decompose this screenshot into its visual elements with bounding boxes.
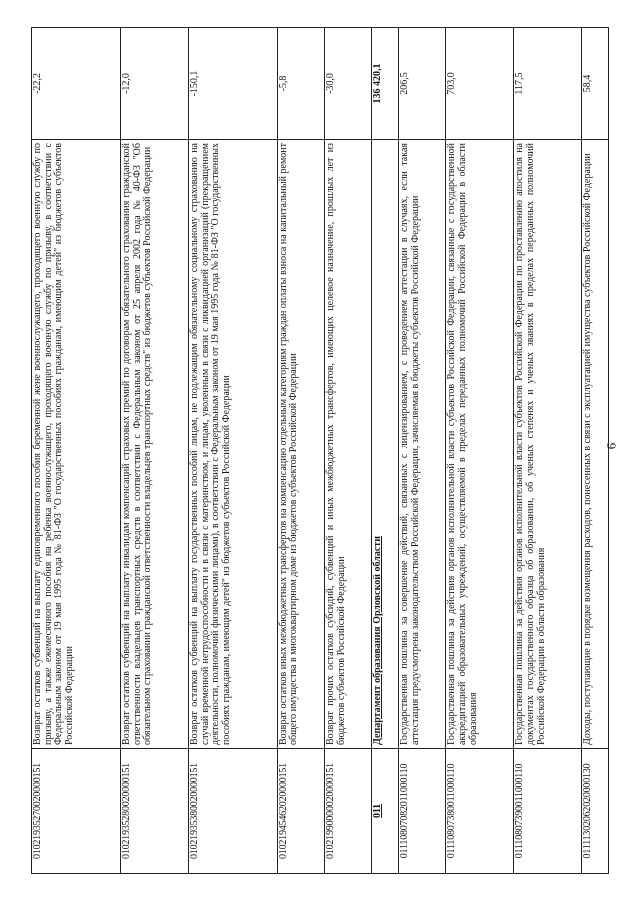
table-row xyxy=(398,28,445,874)
table-row xyxy=(188,28,277,874)
row-amount: -5,8 xyxy=(277,28,324,140)
rotated-page-content xyxy=(31,31,609,874)
table-row xyxy=(277,28,324,874)
row-description: Государственная пошлина за совершение действий, связанных с лицензированием, с проведением аттестации в случаях, если такая аттестация предусмотрена законодательством Российской Федерации, зачисляемая в бюджеты субъектов Российской Федерации xyxy=(398,140,445,749)
table-row xyxy=(582,28,609,874)
row-code: 01110807390011000110 xyxy=(514,749,582,874)
row-description: Возврат остатков субвенций на выплату единовременного пособия беременной жене военнослужащего, проходящего военную службу по призыву, а также ежемесячного пособия на ребенка военнослужащего, проходящего военную службу по призыву, в соответствии с Федеральным законом от 19 мая 1995 года № 81-ФЗ "О государственных пособиях гражданам, имеющим детей" из бюджетов субъектов Российской Федерации xyxy=(32,140,121,749)
row-amount: -30,0 xyxy=(325,28,372,140)
row-code: 01021990000020000151 xyxy=(325,749,372,874)
row-code: 01021935380020000151 xyxy=(188,749,277,874)
row-amount: 58,4 xyxy=(582,28,609,140)
row-amount: 206,5 xyxy=(398,28,445,140)
department-total: 136 420,1 xyxy=(372,28,399,140)
department-name: Департамент образования Орловской области xyxy=(372,140,399,749)
table-row xyxy=(446,28,514,874)
row-description: Возврат прочих остатков субсидий, субвенций и иных межбюджетных трансфертов, имеющих целевое назначение, прошлых лет из бюджетов субъектов Российской Федерации xyxy=(325,140,372,749)
department-code: 011 xyxy=(372,749,399,874)
row-code: 01021935270020000151 xyxy=(32,749,121,874)
row-amount: 117,5 xyxy=(514,28,582,140)
row-description: Государственная пошлина за действия органов исполнительной власти субъектов Российской Федерации, связанные с государственной аккредитацией образовательных учреждений, осуществляемой в пределах переданных полномочий Российской Федерации в области образования xyxy=(446,140,514,749)
row-amount: -150,1 xyxy=(188,28,277,140)
row-code: 01111302062020000130 xyxy=(582,749,609,874)
row-code: 01110807380011000110 xyxy=(446,749,514,874)
row-description: Возврат остатков субвенций на выплату инвалидам компенсаций страховых премий по договорам обязательного страхования гражданской ответственности владельцев транспортных средств в соответствии с Федеральным законом от 25 апреля 2002 года № 40-ФЗ "Об обязательном страховании гражданской ответственности владельцев транспортных средств" из бюджетов субъектов Российской Федерации xyxy=(120,140,188,749)
row-description: Возврат остатков субвенций на выплату государственных пособий лицам, не подлежащим обязательному социальному страхованию на случай временной нетрудоспособности и в связи с материнством, и лицам, уволенным в связи с ликвидацией организаций (прекращением деятельности, полномочий физическими лицами), в соответствии с Федеральным законом от 19 мая 1995 года № 81-ФЗ "О государственных пособиях гражданам, имеющим детей" из бюджетов субъектов Российской Федерации xyxy=(188,140,277,749)
row-description: Государственная пошлина за действия органов исполнительной власти субъектов Российской Федерации по проставлению апостиля на документах государственного образца об образовании, об ученых степенях и ученых званиях в пределах переданных полномочий Российской Федерации в области образования xyxy=(514,140,582,749)
table-row xyxy=(325,28,372,874)
row-code: 01021945462020000151 xyxy=(277,749,324,874)
row-code: 01021935280020000151 xyxy=(120,749,188,874)
row-amount: -22,2 xyxy=(32,28,121,140)
row-code: 01110807082011000110 xyxy=(398,749,445,874)
table-row xyxy=(32,28,121,874)
row-description: Доходы, поступающие в порядке возмещения расходов, понесенных в связи с эксплуатацией имущества субъектов Российской Федерации xyxy=(582,140,609,749)
revenue-table xyxy=(31,27,609,874)
page-number: 9 xyxy=(604,442,619,450)
department-row xyxy=(372,28,399,874)
table-row xyxy=(120,28,188,874)
row-amount: 703,0 xyxy=(446,28,514,140)
table-row xyxy=(514,28,582,874)
row-amount: -12,0 xyxy=(120,28,188,140)
row-description: Возврат остатков иных межбюджетных трансфертов на компенсацию отдельным категориям граждан оплаты взноса на капитальный ремонт общего имущества в многоквартирном доме из бюджетов субъектов Российской Федерации xyxy=(277,140,324,749)
